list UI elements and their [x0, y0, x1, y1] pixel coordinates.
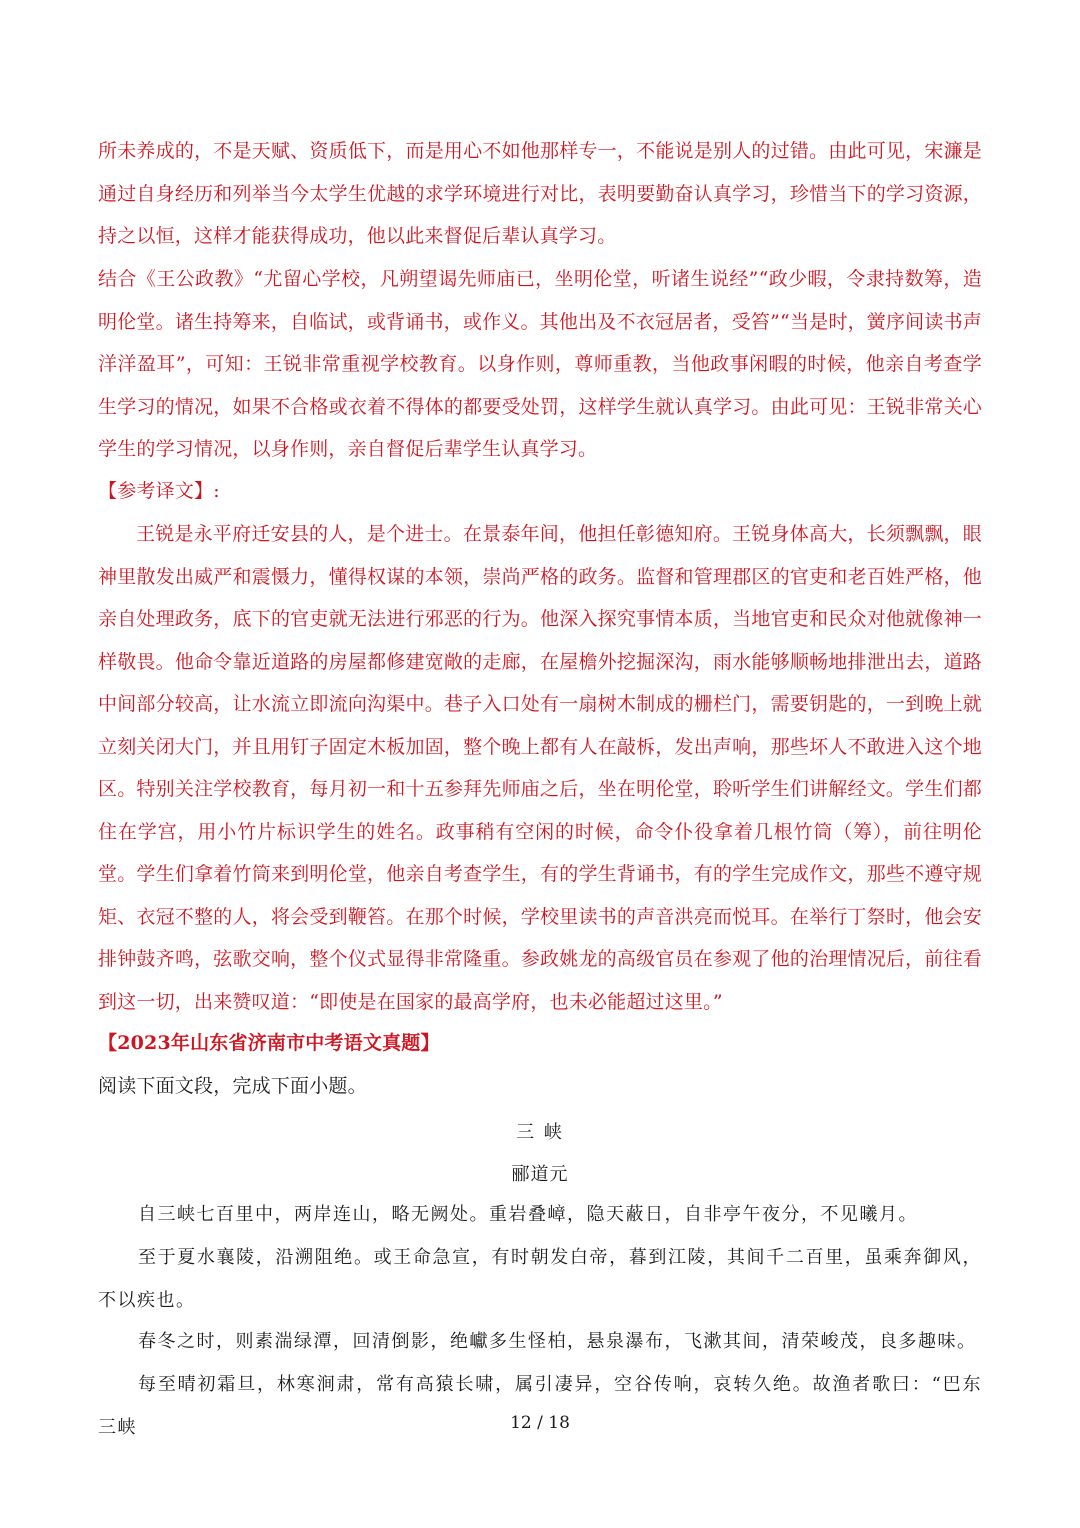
exam-instruction: 阅读下面文段，完成下面小题。 — [98, 1075, 367, 1097]
page-number: 12 / 18 — [510, 1413, 570, 1433]
translation-heading: 【参考译文】: — [98, 480, 220, 502]
exam-heading: 【2023年山东省济南市中考语文真题】 — [98, 1032, 440, 1054]
poem-paragraph-4: 每至晴初霜旦，林寒涧肃，常有高猿长啸，属引凄异，空谷传响，哀转久绝。故渔者歌曰：“巴东三峡 — [98, 1374, 982, 1438]
poem-paragraph-3: 春冬之时，则素湍绿潭，回清倒影，绝巘多生怪柏，悬泉瀑布，飞漱其间，清荣峻茂，良多趣味。 — [138, 1331, 977, 1352]
translation-paragraph: 王锐是永平府迁安县的人，是个进士。在景泰年间，他担任彰德知府。王锐身体高大，长须飘飘，眼神里散发出威严和震慑力，懂得权谋的本领，崇尚严格的政务。监督和管理郡区的官吏和老百姓严格，他亲自处理政务，底下的官吏就无法进行邪恶的行为。他深入探究事情本质，当地官吏和民众对他就像神一样敬畏。他命令靠近道路的房屋都修建宽敞的走廊，在屋檐外挖掘深沟，雨水能够顺畅地排泄出去，道路中间部分较高，让水流立即流向沟渠中。巷子入口处有一扇树木制成的栅栏门，需要钥匙的，一到晚上就立刻关闭大门，并且用钉子固定木板加固，整个晚上都有人在敲柝，发出声响，那些坏人不敢进入这个地区。特别关注学校教育，每月初一和十五参拜先师庙之后，坐在明伦堂，聆听学生们讲解经文。学生们都住在学宫，用小竹片标识学生的姓名。政事稍有空闲的时候，命令仆役拿着几根竹筒（筹），前往明伦堂。学生们拿着竹筒来到明伦堂，他亲自考查学生，有的学生背诵书，有的学生完成作文，那些不遵守规矩、衣冠不整的人，将会受到鞭笞。在那个时候，学校里读书的声音洪亮而悦耳。在举行丁祭时，他会安排钟鼓齐鸣，弦歌交响，整个仪式显得非常隆重。参政姚龙的高级官员在参观了他的治理情况后，前往看到这一切，出来赞叹道：“即使是在国家的最高学府，也未必能超过这里。” — [98, 523, 982, 1013]
poem-paragraph-1: 自三峡七百里中，两岸连山，略无阙处。重岩叠嶂，隐天蔽日，自非亭午夜分，不见曦月。 — [138, 1204, 918, 1225]
poem-title: 三 峡 — [516, 1122, 564, 1143]
analysis-paragraph-1: 所未养成的，不是天赋、资质低下，而是用心不如他那样专一，不能说是别人的过错。由此可见，宋濂是通过自身经历和列举当今太学生优越的求学环境进行对比，表明要勤奋认真学习，珍惜当下的学习资源，持之以恒，这样才能获得成功，他以此来督促后辈认真学习。 — [98, 140, 982, 247]
analysis-paragraph-2: 结合《王公政教》“尤留心学校，凡朔望谒先师庙已，坐明伦堂，听诸生说经”“政少暇，令隶持数筹，造明伦堂。诸生持筹来，自临试，或背诵书，或作义。其他出及不衣冠居者，受笞”“当是时，黉序间读书声洋洋盈耳”，可知：王锐非常重视学校教育。以身作则，尊师重教，当他政事闲暇的时候，他亲自考查学生学习的情况，如果不合格或衣着不得体的都要受处罚，这样学生就认真学习。由此可见：王锐非常关心学生的学习情况，以身作则，亲自督促后辈学生认真学习。 — [98, 268, 982, 460]
poem-author: 郦道元 — [511, 1164, 569, 1185]
poem-paragraph-2: 至于夏水襄陵，沿溯阻绝。或王命急宣，有时朝发白帝，暮到江陵，其间千二百里，虽乘奔御风，不以疾也。 — [98, 1247, 982, 1311]
